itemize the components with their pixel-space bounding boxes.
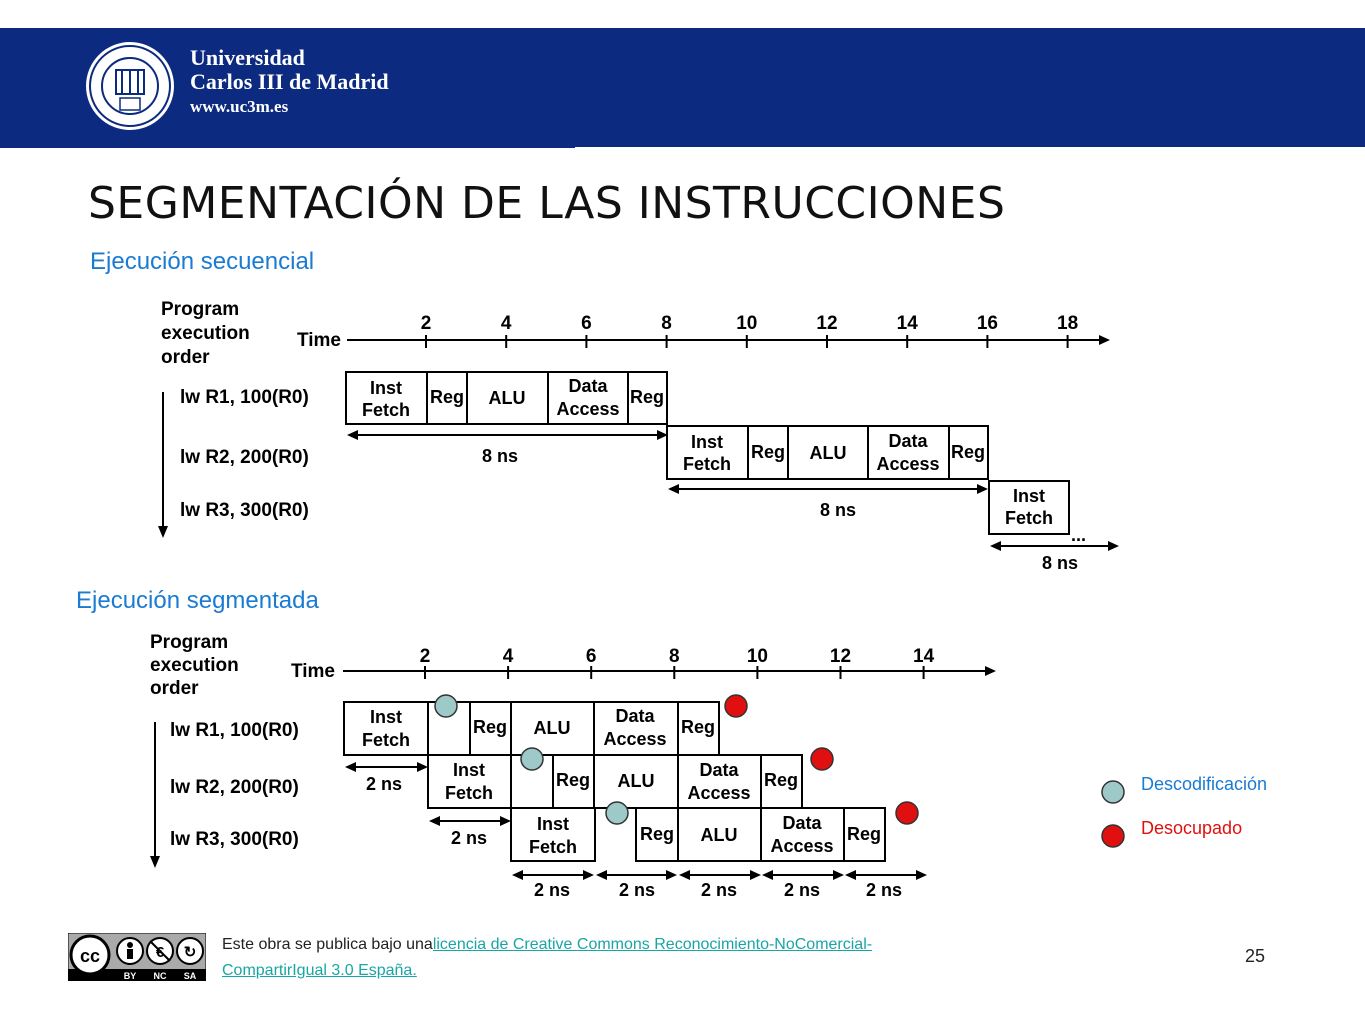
pipe-tick-label: 2	[419, 646, 431, 667]
pipe-order-arrowhead	[150, 856, 160, 868]
seq-tick-label: 8	[661, 313, 672, 334]
svg-text:↻: ↻	[183, 944, 197, 961]
pipe-r3-reg-2: Reg	[846, 824, 882, 844]
pipe-row-1	[344, 702, 719, 755]
pipe-row-3	[511, 808, 885, 861]
seq-tick-label: 10	[736, 313, 758, 334]
pipelined-subtitle: Ejecución segmentada	[76, 587, 319, 614]
seq-tick-label: 2	[420, 313, 432, 334]
seq-r2-data-2: Access	[876, 454, 940, 474]
pipe-duration-7: 2 ns	[865, 880, 903, 900]
pipe-r2-data-2: Access	[687, 783, 751, 803]
decode-marker-2	[521, 748, 543, 770]
university-line-2: Carlos III de Madrid	[190, 69, 389, 94]
pipe-order-line-1: Program	[150, 632, 229, 653]
seq-order-line-3: order	[161, 347, 210, 368]
svg-text:cc: cc	[79, 946, 101, 966]
seq-tick-label: 6	[581, 313, 592, 334]
seq-tick-label: 4	[500, 313, 512, 334]
pipe-tick-label: 10	[746, 646, 768, 667]
seq-r1-data-1: Data	[568, 376, 608, 396]
pipe-bottom-durations	[512, 870, 927, 900]
pipe-tick-label: 8	[669, 646, 680, 667]
idle-marker-1	[725, 695, 747, 717]
pipe-r1-fetch-1: Inst	[369, 707, 403, 727]
pipe-instr-3: lw R3, 300(R0)	[170, 829, 299, 850]
decode-marker-3	[606, 802, 628, 824]
pipe-duration-2: 2 ns	[450, 828, 488, 848]
seq-instr-3: lw R3, 300(R0)	[180, 500, 309, 521]
cc-sa-label: SA	[183, 971, 197, 981]
seq-r3-fetch-2: Fetch	[1004, 508, 1054, 528]
pipe-r1-data-1: Data	[615, 706, 655, 726]
legend-idle-marker	[1102, 825, 1124, 847]
pipe-r2-reg-2: Reg	[763, 770, 799, 790]
pipe-r3-data-2: Access	[770, 836, 834, 856]
idle-marker-2	[811, 748, 833, 770]
pipe-tick-label: 14	[913, 646, 935, 667]
cc-by-label: BY	[123, 971, 137, 981]
pipe-r1-reg-1: Reg	[472, 717, 508, 737]
pipe-r2-alu: ALU	[617, 771, 655, 791]
pipe-duration-6: 2 ns	[783, 880, 821, 900]
seq-r1-data-2: Access	[556, 399, 620, 419]
seq-r1-alu: ALU	[488, 388, 526, 408]
page-number: 25	[1245, 946, 1266, 966]
pipe-row-2	[428, 755, 802, 808]
pipe-r1-fetch-2: Fetch	[361, 730, 411, 750]
seq-r2-fetch-1: Inst	[690, 432, 724, 452]
pipe-order-label	[150, 632, 239, 699]
pipe-r3-fetch-2: Fetch	[528, 837, 578, 857]
legend-decode-label: Descodificación	[1141, 774, 1268, 794]
pipe-time-axis-arrowhead	[985, 666, 996, 676]
seq-instr-1: lw R1, 100(R0)	[180, 387, 309, 408]
legend-decode-marker	[1102, 781, 1124, 803]
decode-marker-1	[435, 695, 457, 717]
seq-r1-fetch-2: Fetch	[361, 400, 411, 420]
license-notice	[222, 932, 922, 984]
seq-tick-label: 12	[816, 313, 838, 334]
seq-r1-reg-2: Reg	[629, 387, 665, 407]
seq-order-line-2: execution	[161, 323, 250, 344]
pipe-time-label: Time	[291, 661, 336, 682]
seq-r2-alu: ALU	[809, 443, 847, 463]
pipe-duration-4: 2 ns	[618, 880, 656, 900]
pipe-instr-1: lw R1, 100(R0)	[170, 720, 299, 741]
sequential-subtitle: Ejecución secuencial	[90, 248, 315, 275]
pipe-order-line-3: order	[150, 678, 199, 699]
seq-time-label: Time	[297, 330, 342, 351]
pipe-instr-2: lw R2, 200(R0)	[170, 777, 299, 798]
pipe-tick-label: 6	[585, 646, 597, 667]
seq-r3-fetch-1: Inst	[1012, 486, 1046, 506]
seq-ellipsis: ...	[1071, 525, 1087, 545]
pipe-tick-label: 4	[502, 646, 514, 667]
seq-order-line-1: Program	[161, 299, 240, 320]
slide-title: SEGMENTACIÓN DE LAS INSTRUCCIONES	[88, 178, 1006, 229]
university-website: www.uc3m.es	[190, 97, 289, 116]
pipe-order-line-2: execution	[150, 655, 239, 676]
pipe-duration-3: 2 ns	[533, 880, 571, 900]
seq-duration-1: 8 ns	[481, 446, 519, 466]
pipe-tick-label: 12	[829, 646, 852, 667]
pipe-r3-fetch-1: Inst	[536, 814, 570, 834]
seq-r2-fetch-2: Fetch	[682, 454, 732, 474]
cc-nc-label: NC	[153, 971, 167, 981]
pipe-r2-fetch-2: Fetch	[444, 783, 494, 803]
pipe-r3-alu: ALU	[700, 825, 738, 845]
pipe-r3-data-1: Data	[782, 813, 822, 833]
seq-tick-label: 16	[976, 313, 998, 334]
license-link[interactable]: licencia de Creative Commons Reconocimiento-NoComercial-CompartirIgual 3.0 España.	[222, 936, 873, 979]
pipe-r3-reg-1: Reg	[639, 824, 675, 844]
pipe-r2-data-1: Data	[699, 760, 739, 780]
pipe-axis-ticks	[420, 646, 935, 679]
seq-instr-2: lw R2, 200(R0)	[180, 447, 309, 468]
pipe-r1-alu: ALU	[533, 718, 571, 738]
idle-marker-3	[896, 802, 918, 824]
seq-r2-reg-2: Reg	[950, 442, 986, 462]
seq-tick-label: 18	[1057, 313, 1079, 334]
pipe-r1-data-2: Access	[603, 729, 667, 749]
legend-idle-label: Desocupado	[1141, 818, 1243, 838]
seq-r2-reg-1: Reg	[750, 442, 786, 462]
seq-duration-2: 8 ns	[819, 500, 857, 520]
university-line-1: Universidad	[190, 45, 305, 70]
pipe-r2-fetch-1: Inst	[452, 760, 486, 780]
seq-r1-fetch-1: Inst	[369, 378, 403, 398]
seq-r2-data-1: Data	[888, 431, 928, 451]
pipe-r1-reg-2: Reg	[680, 717, 716, 737]
svg-text:€: €	[155, 944, 165, 961]
seq-r1-reg-1: Reg	[429, 387, 465, 407]
license-prefix: Este obra se publica bajo una	[222, 936, 433, 953]
seq-duration-3: 8 ns	[1041, 553, 1079, 573]
creative-commons-badge[interactable]	[68, 933, 206, 981]
pipe-duration-1: 2 ns	[365, 774, 403, 794]
seq-tick-label: 14	[896, 313, 918, 334]
pipe-r2-reg-1: Reg	[555, 770, 591, 790]
pipe-duration-5: 2 ns	[700, 880, 738, 900]
